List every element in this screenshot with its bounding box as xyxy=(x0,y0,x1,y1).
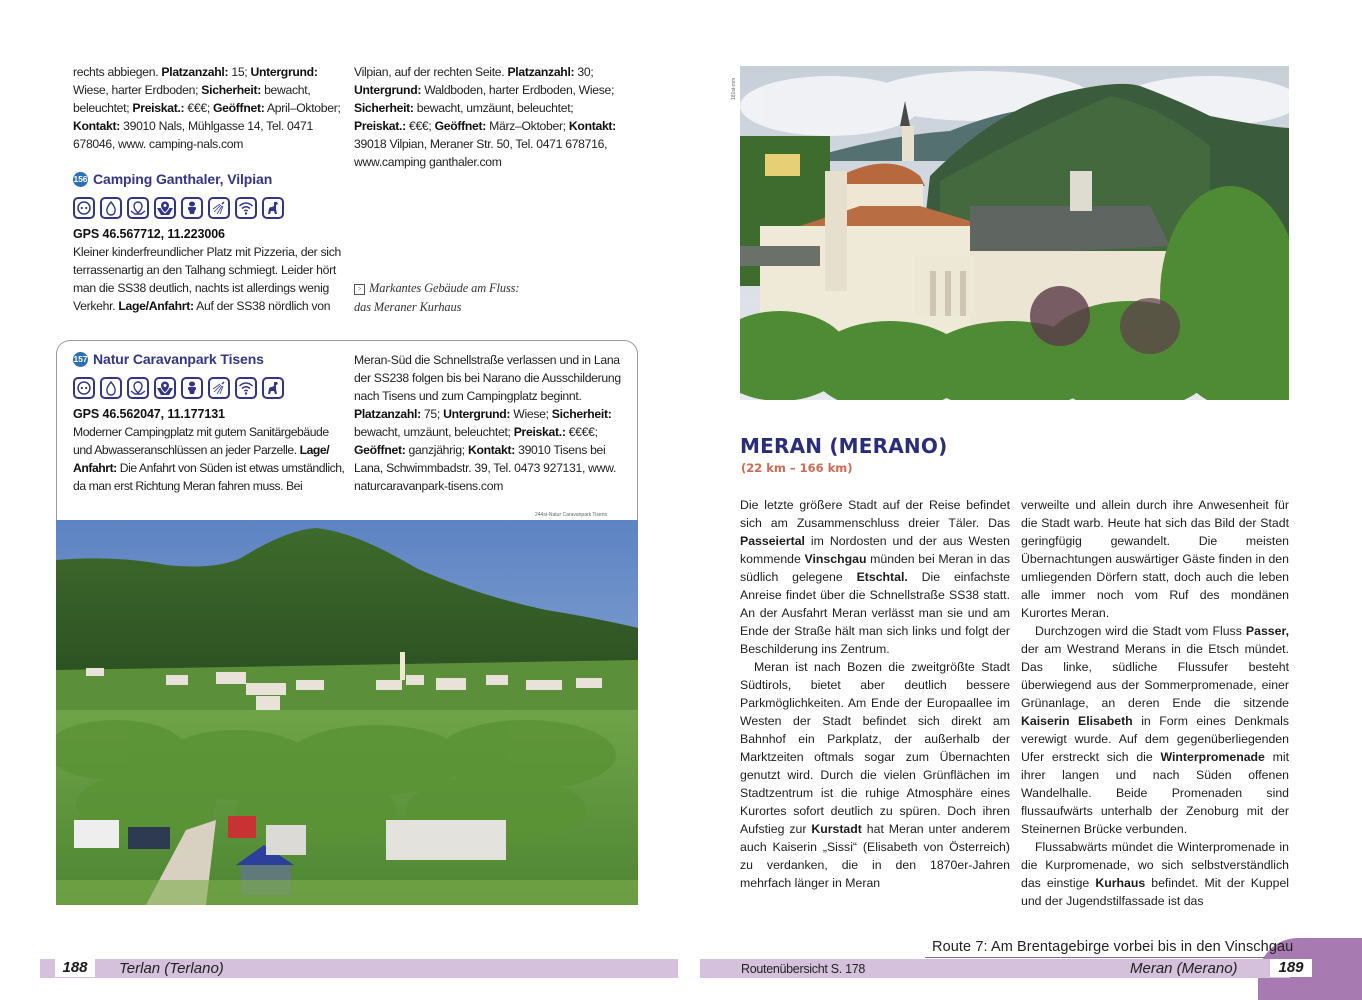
value: Meran-Süd die Schnellstraße verlassen und in Lana der SS238 folgen bis bei Narano die Ausschilderung nach Tisens und zum Campingplatz beginnt. xyxy=(354,353,621,403)
value: Vilpian, auf der rechten Seite. xyxy=(354,65,508,79)
value: Die Anfahrt von Süden ist etwas umständlich, da man erst Richtung Meran fahren muss. Bei xyxy=(73,461,345,493)
highlight-term: Passeiertal xyxy=(740,534,805,548)
camp155-details xyxy=(73,63,345,153)
value: Auf der SS38 nördlich von xyxy=(193,299,331,313)
label: Preiskat.: xyxy=(132,101,185,115)
value: 30; xyxy=(574,65,594,79)
route-overview-link[interactable]: Routenübersicht S. 178 xyxy=(741,962,866,976)
campsite-photo-illustration xyxy=(56,520,638,905)
power-socket-icon xyxy=(73,377,95,399)
label: Untergrund: xyxy=(443,407,511,421)
photo-credit: 181st-mm xyxy=(731,77,737,100)
photo-credit: 244st-Natur Caravanpark Tisens xyxy=(535,512,607,518)
value: bewacht, umzäunt, beleuchtet; xyxy=(413,101,574,115)
value: bewacht, umzäunt, beleuchtet; xyxy=(354,425,514,439)
text: rechts abbiegen. xyxy=(73,65,162,79)
value: bewacht, beleuchtet; xyxy=(73,83,311,115)
route-underline xyxy=(925,957,1265,958)
value: €€€; xyxy=(405,119,435,133)
value: 39018 Vilpian, Meraner Str. 50, Tel. 0471 678716, www.camping ganthaler.com xyxy=(354,137,608,169)
label: Platzanzahl: xyxy=(354,407,421,421)
highlight-term: Winterpromenade xyxy=(1160,750,1265,764)
text: Durchzogen wird die Stadt vom Fluss xyxy=(1035,624,1246,638)
highlight-term: Etschtal. xyxy=(856,570,908,584)
wifi-icon xyxy=(235,377,257,399)
camp156-amenity-icons xyxy=(73,197,284,219)
highlight-term: Vinschgau xyxy=(804,552,867,566)
section-distance: (22 km – 166 km) xyxy=(741,461,853,475)
camp-number-badge: 157 xyxy=(73,352,88,367)
water-drop-icon xyxy=(100,197,122,219)
camp157-description xyxy=(73,423,347,495)
text: verweilte und allein durch ihre Anwesenheit für die Stadt warb. Heute hat sich das Bild der Stadt geringfügig gewandelt. Die meisten Übernachtungen auswärtiger Gäste finden in den umliegenden Dörfern statt, doch auch die leben alle immer noch vom Ruf des mondänen Kurortes Meran. xyxy=(1021,498,1289,620)
body-column-2 xyxy=(1021,496,1289,910)
label: Geöffnet: xyxy=(213,101,265,115)
highlight-term: Kaiserin Elisabeth xyxy=(1021,714,1133,728)
body-paragraph xyxy=(740,658,1010,892)
power-socket-icon xyxy=(73,197,95,219)
value: €€€; xyxy=(184,101,213,115)
label: Sicherheit: xyxy=(354,101,414,115)
shower-icon xyxy=(208,377,230,399)
text: Kleiner kinderfreundlicher Platz mit Pizzeria, der sich terrassenartig an den Talhang schmiegt. Leider hört man die SS38 deutlich, nachts ist allerdings wenig Verkehr. xyxy=(73,245,341,313)
camp156-details xyxy=(354,63,624,171)
camp-name: Camping Ganthaler, Vilpian xyxy=(93,171,273,187)
camp156-title xyxy=(73,171,272,187)
camp156-gps: GPS 46.567712, 11.223006 xyxy=(73,227,225,241)
value: Wiese; xyxy=(510,407,552,421)
kurhaus-photo xyxy=(740,66,1289,400)
text: hat Meran unter anderem auch Kaiserin „Sissi“ (Elisabeth von Österreich) zu verdanken, die in den 1870er-Jahren mehrfach länger in Meran xyxy=(740,822,1010,890)
value: €€€€; xyxy=(565,425,598,439)
dog-icon xyxy=(262,197,284,219)
label: Lage/ Anfahrt: xyxy=(73,443,330,475)
route-title: Route 7: Am Brentagebirge vorbei bis in den Vinschgau xyxy=(932,939,1294,955)
highlight-term: Passer, xyxy=(1245,624,1289,638)
water-drop-icon xyxy=(100,377,122,399)
value: 39010 Tisens bei Lana, Schwimmbadstr. 39, Tel. 0473 927131, www. naturcaravanpark-tisens.com xyxy=(354,443,617,493)
camp156-description xyxy=(73,243,345,315)
camp-name: Natur Caravanpark Tisens xyxy=(93,351,264,367)
text: der am Westrand Merans in die Etsch mündet. Das linke, südliche Flussufer besteht überwiegend aus der Sommerpromenade, einer Grünanlage, an deren Ende die sitzende xyxy=(1021,642,1289,710)
value: 39010 Nals, Mühlgasse 14, Tel. 0471 678046, www. camping-nals.com xyxy=(73,119,313,151)
photo-caption xyxy=(354,279,624,317)
location-pin-icon xyxy=(154,377,176,399)
value: 75; xyxy=(420,407,444,421)
text: münden bei Meran in das südlich gelegene xyxy=(740,552,1010,584)
page-number-left: 188 xyxy=(55,959,95,977)
label: Lage/Anfahrt: xyxy=(118,299,194,313)
label: Kontakt: xyxy=(73,119,121,133)
label: Geöffnet: xyxy=(354,443,406,457)
value: April–Oktober; xyxy=(264,101,341,115)
camp157-title xyxy=(73,351,264,367)
value: Wiese, harter Erdboden; xyxy=(73,83,202,97)
label: Sicherheit: xyxy=(201,83,261,97)
text: Die einfachste Anreise findet über die Schnellstraße SS38 statt. An der Ausfahrt Meran verlässt man sie und am Ende der Straße hält man sich links und folgt der Beschilderung ins Zentrum. xyxy=(740,570,1011,656)
label: Platzanzahl: xyxy=(507,65,575,79)
toilet-icon xyxy=(181,377,203,399)
kurhaus-photo-illustration xyxy=(740,66,1289,400)
arrow-right-icon: > xyxy=(354,284,365,295)
campsite-photo xyxy=(56,520,638,905)
text: im Nordosten und der aus Westen kommende xyxy=(740,534,1010,566)
label: Preiskat.: xyxy=(354,119,406,133)
toilet-icon xyxy=(181,197,203,219)
value: Waldboden, harter Erdboden, Wiese; xyxy=(421,83,615,97)
value: ganzjährig; xyxy=(405,443,468,457)
label: Untergrund: xyxy=(354,83,422,97)
label: Kontakt: xyxy=(568,119,616,133)
body-paragraph xyxy=(740,496,1010,658)
label: Geöffnet: xyxy=(434,119,487,133)
highlight-term: Kurstadt xyxy=(811,822,862,836)
page-number-right: 189 xyxy=(1270,959,1312,977)
footer-section-right: Meran (Merano) xyxy=(1130,960,1238,977)
footer-section-left: Terlan (Terlano) xyxy=(119,960,224,977)
camp157-amenity-icons xyxy=(73,377,284,399)
highlight-term: Kurhaus xyxy=(1095,876,1146,890)
label: Platzanzahl: xyxy=(161,65,229,79)
label: Untergrund: xyxy=(250,65,318,79)
section-heading: MERAN (MERANO) xyxy=(740,434,948,458)
label: Kontakt: xyxy=(467,443,515,457)
text: Meran ist nach Bozen die zweitgrößte Stadt Südtirols, bietet aber deutlich bessere Parkmöglichkeiten. Am Ende der Europaallee im Westen der Stadt befindet sich direkt am Bahnhof ein Parkplatz, der außerhalb der Marktzeiten oftmals sogar zum Übernachten genutzt wird. Durch die vielen Grünflächen im Stadtzentrum ist die ruhige Atmosphäre eines Kurortes sofort deutlich zu spüren. Doch ihren Aufstieg zur xyxy=(740,660,1010,836)
shower-icon xyxy=(208,197,230,219)
camp-number-badge: 156 xyxy=(73,172,88,187)
dog-icon xyxy=(262,377,284,399)
text: Flussabwärts mündet die Winterpromenade in die Kurpromenade, wo sich selbstverständlich das einstige xyxy=(1021,840,1289,890)
waste-disposal-icon xyxy=(127,197,149,219)
label: Sicherheit: xyxy=(551,407,612,421)
value: 15; xyxy=(228,65,251,79)
text: Moderner Campingplatz mit gutem Sanitärgebäude und Abwasseranschlüssen an jeder Parzelle. xyxy=(73,425,329,457)
body-paragraph xyxy=(1021,838,1289,910)
body-paragraph xyxy=(1021,622,1289,838)
body-column-1 xyxy=(740,496,1010,892)
caption-line: Markantes Gebäude am Fluss: xyxy=(369,281,520,295)
body-paragraph xyxy=(1021,496,1289,622)
value: März–Oktober; xyxy=(486,119,569,133)
location-pin-icon xyxy=(154,197,176,219)
wifi-icon xyxy=(235,197,257,219)
text: befindet. Mit der Kuppel und der Jugendstilfassade ist das xyxy=(1021,876,1290,908)
label: Preiskat.: xyxy=(513,425,566,439)
waste-disposal-icon xyxy=(127,377,149,399)
text: in Form eines Denkmals verewigt wurde. Auf dem gegenüberliegenden Ufer erstreckt sich die xyxy=(1021,714,1289,764)
text: mit ihrer langen und nach Süden offenen Wandelhalle. Beide Promenaden sind flussaufwärts unterhalb der Zenoburg mit der Steinernen Brücke verbunden. xyxy=(1021,750,1289,836)
caption-line: das Meraner Kurhaus xyxy=(354,300,462,314)
text: Die letzte größere Stadt auf der Reise befindet sich am Zusammenschluss dreier Täler. Das xyxy=(740,498,1010,530)
camp157-gps: GPS 46.562047, 11.177131 xyxy=(73,407,225,421)
camp157-details xyxy=(354,351,626,495)
